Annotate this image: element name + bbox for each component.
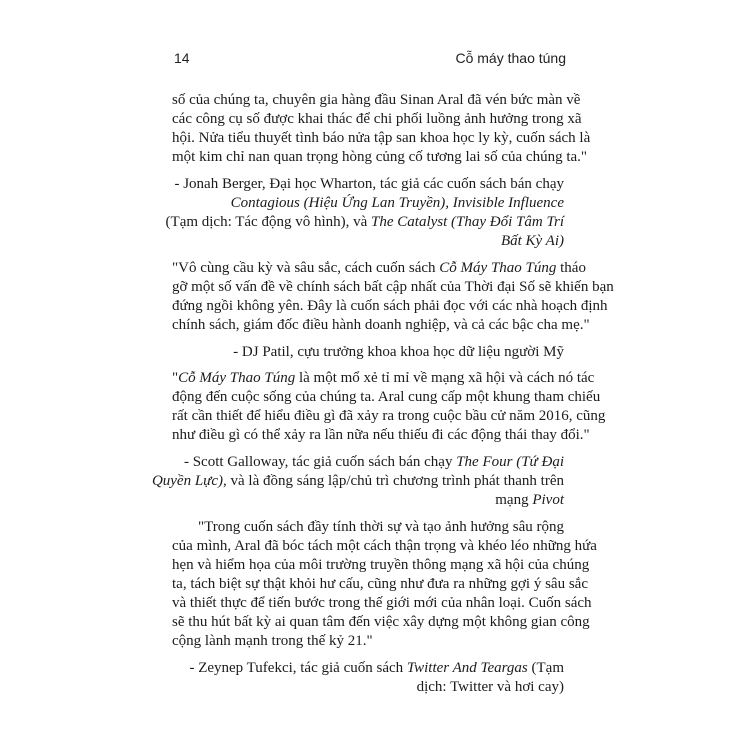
running-title: Cỗ máy thao túng	[455, 50, 566, 66]
quote-2-line	[172, 258, 586, 278]
quote-2-line: đứng ngồi không yên. Đây là cuốn sách phải đọc với các nhà hoạch định	[172, 298, 608, 314]
attribution-4-line: dịch: Twitter và hơi cay)	[416, 679, 564, 695]
quote-text: tháo	[556, 260, 586, 276]
quote-text: "	[172, 370, 179, 386]
attribution-text: - Scott Galloway, tác giả cuốn sách bán chạy	[183, 454, 457, 470]
book-title: Cỗ Máy Thao Túng	[439, 260, 557, 276]
attribution-text: (Tạm dịch: Tác động vô hình), và	[165, 214, 372, 230]
attribution-3-line	[184, 452, 564, 472]
quote-2-line: gỡ một số vấn đề về chính sách bất cập nhất của Thời đại Số sẽ khiến bạn	[172, 279, 614, 295]
book-title: The Catalyst (Thay Đổi Tâm Trí	[371, 214, 564, 230]
quote-4-line: "Trong cuốn sách đầy tính thời sự và tạo ảnh hưởng sâu rộng	[198, 519, 564, 535]
book-title: The Four (Tứ Đại	[456, 454, 564, 470]
book-title: Bất Kỳ Ai)	[500, 233, 564, 249]
attribution-3-line	[495, 490, 564, 510]
book-title: Contagious (Hiệu Ứng Lan Truyền), Invisible Influence	[230, 195, 564, 211]
attribution-1-line	[231, 193, 564, 213]
quote-2-line: chính sách, giám đốc điều hành doanh nghiệp, và cả các bậc cha mẹ."	[172, 317, 590, 333]
quote-4-line: và thiết thực để tiến bước trong thế giới mới của nhân loại. Cuốn sách	[172, 595, 592, 611]
attribution-1-line: - Jonah Berger, Đại học Wharton, tác giả các cuốn sách bán chạy	[174, 176, 564, 192]
book-title: Cỗ Máy Thao Túng	[178, 370, 296, 386]
attribution-4-line	[189, 658, 564, 678]
attribution-1-line	[501, 231, 564, 251]
running-header	[174, 50, 566, 74]
attribution-text: mạng	[495, 492, 533, 508]
book-title: Twitter And Teargas	[406, 660, 528, 676]
page-number: 14	[174, 50, 190, 66]
quote-3-line: động đến cuộc sống của chúng ta. Aral cung cấp một khung tham chiếu	[172, 389, 601, 405]
attribution-3-line	[152, 471, 564, 491]
attribution-2-line: - DJ Patil, cựu trưởng khoa khoa học dữ liệu người Mỹ	[233, 344, 564, 360]
attribution-1-line	[166, 212, 564, 232]
attribution-text: (Tạm	[527, 660, 564, 676]
quote-1-line: số của chúng ta, chuyên gia hàng đầu Sinan Aral đã vén bức màn về	[172, 92, 581, 108]
quote-4-line: ta, tách biệt sự thật khỏi hư cấu, cũng như đưa ra những gợi ý sâu sắc	[172, 576, 588, 592]
quote-3-line: như điều gì có thể xảy ra lần nữa nếu thiếu đi các động thái thay đổi."	[172, 427, 590, 443]
quote-3-line: rất cần thiết để hiểu điều gì đã xảy ra trong cuộc bầu cử năm 2016, cũng	[172, 408, 606, 424]
quote-4-line: hẹn và hiểm họa của môi trường truyền thông mạng xã hội của chúng	[172, 557, 590, 573]
quote-4-line: của mình, Aral đã bóc tách một cách thận trọng và khéo léo những hứa	[172, 538, 597, 554]
quote-1-line: các công cụ số được khai thác để chi phối luồng ảnh hưởng trong xã	[172, 111, 582, 127]
quote-3-line	[172, 368, 595, 388]
attribution-text: - Zeynep Tufekci, tác giả cuốn sách	[189, 660, 407, 676]
quote-text: "Vô cùng cầu kỳ và sâu sắc, cách cuốn sách	[172, 260, 440, 276]
quote-4-line: cộng lành mạnh trong thế kỷ 21."	[172, 633, 373, 649]
book-title: Quyền Lực)	[151, 473, 224, 489]
quote-1-line: một kim chỉ nan quan trọng hòng củng cố tương lai số của chúng ta."	[172, 149, 588, 165]
quote-1-line: hội. Nửa tiểu thuyết tình báo nửa tập san khoa học ly kỳ, cuốn sách là	[172, 130, 591, 146]
attribution-text: , và là đồng sáng lập/chủ trì chương trình phát thanh trên	[223, 473, 564, 489]
quote-text: là một mổ xẻ tỉ mỉ về mạng xã hội và cách nó tác	[295, 370, 595, 386]
quote-4-line: sẽ thu hút bất kỳ ai quan tâm đến việc xây dựng một không gian công	[172, 614, 590, 630]
book-title: Pivot	[532, 492, 564, 508]
